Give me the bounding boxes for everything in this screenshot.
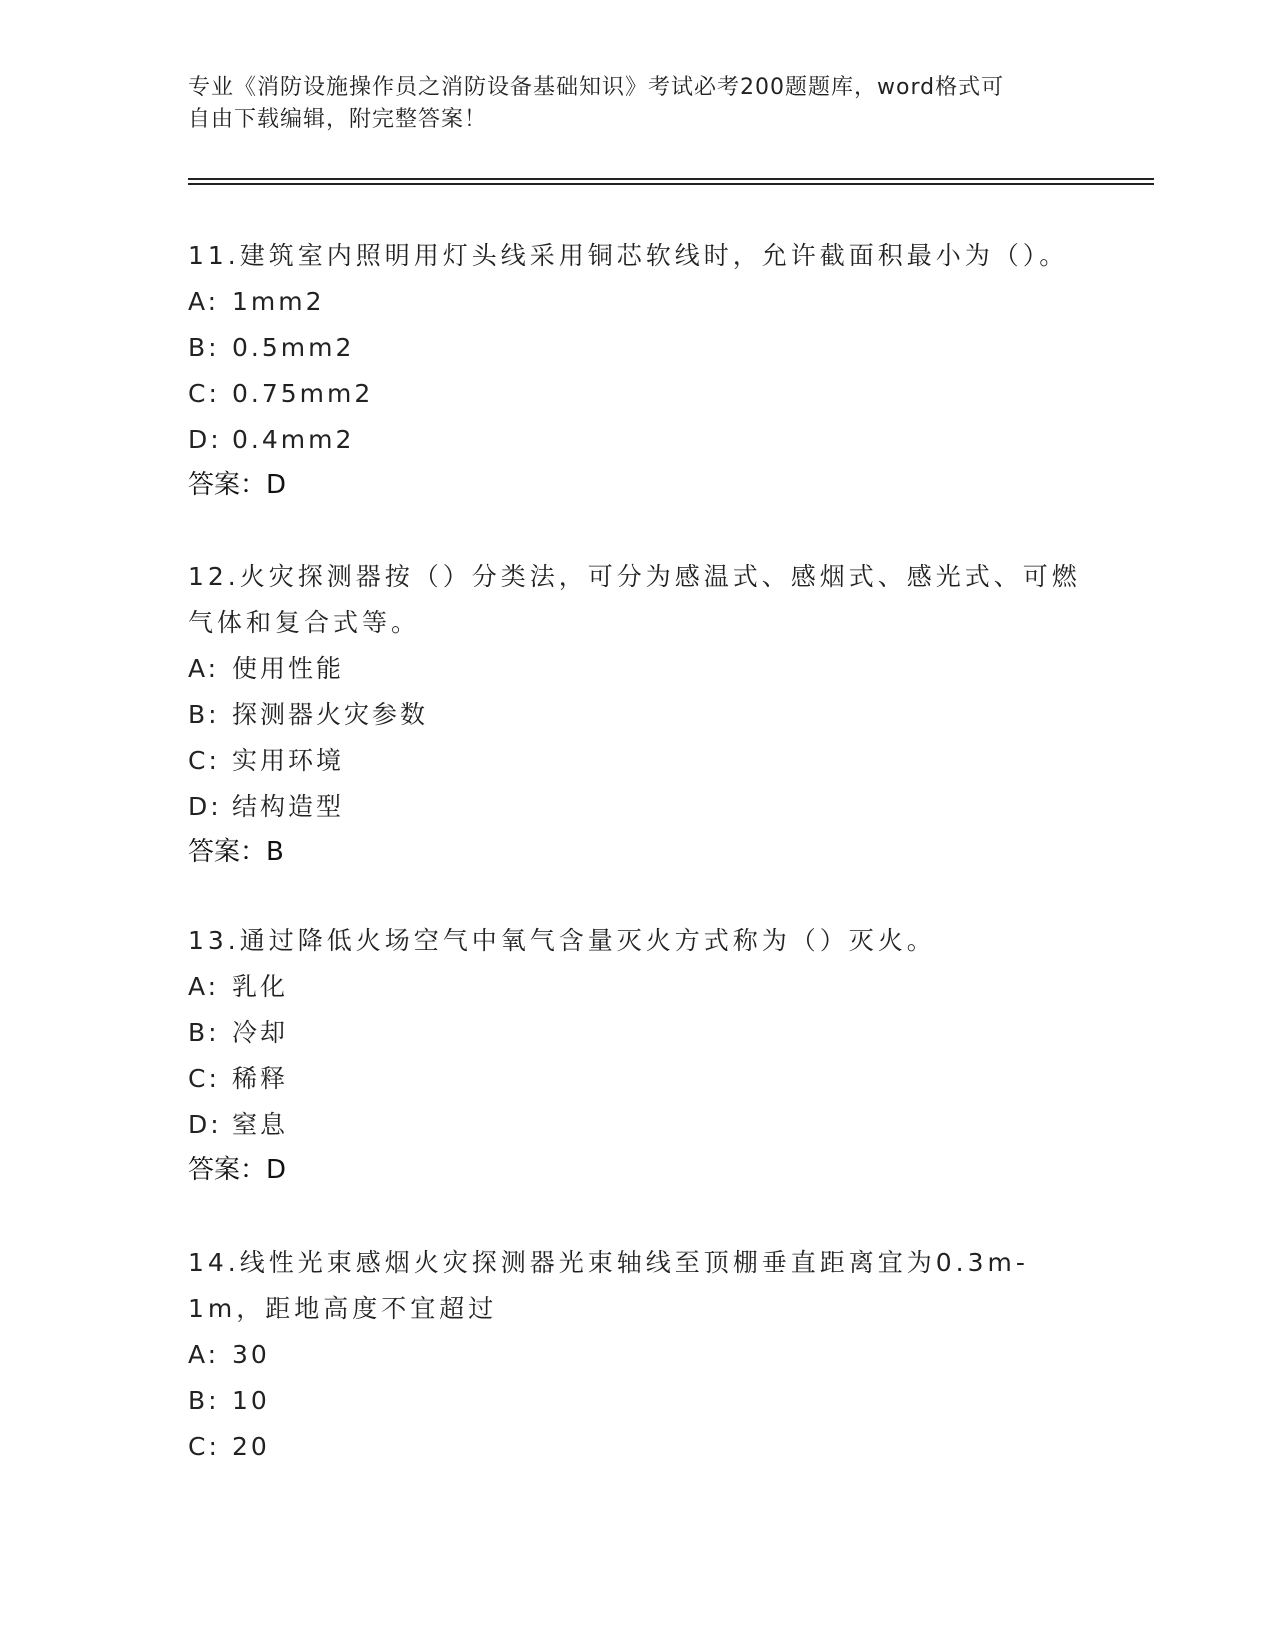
option-text: 结构造型 (232, 792, 345, 821)
option-a (188, 646, 1088, 692)
header-divider-bottom (188, 183, 1154, 185)
option-c (188, 1424, 1088, 1470)
option-d (188, 1102, 1088, 1148)
option-letter: A: (188, 654, 220, 683)
option-d (188, 417, 1088, 463)
header-line-2: 自由下载编辑，附完整答案！ (188, 107, 488, 132)
option-text: 冷却 (232, 1018, 289, 1047)
option-text: 10 (232, 1386, 270, 1415)
question-stem: 14.线性光束感烟火灾探测器光束轴线至顶棚垂直距离宜为0.3m-1m，距地高度不宜超过 (188, 1248, 1029, 1323)
option-text: 0.75mm2 (232, 379, 374, 408)
option-a (188, 279, 1088, 325)
option-text: 20 (232, 1432, 270, 1461)
option-letter: C: (188, 379, 220, 408)
option-letter: B: (188, 333, 220, 362)
option-b (188, 1378, 1088, 1424)
option-text: 0.4mm2 (232, 425, 355, 454)
question-stem: 13.通过降低火场空气中氧气含量灭火方式称为（）灭火。 (188, 926, 936, 955)
option-c (188, 1056, 1088, 1102)
option-d (188, 784, 1088, 830)
option-letter: C: (188, 1064, 220, 1093)
option-letter: C: (188, 746, 220, 775)
option-letter: A: (188, 972, 220, 1001)
option-text: 稀释 (232, 1064, 289, 1093)
header-divider-top (188, 178, 1154, 180)
option-c (188, 371, 1088, 417)
question-13 (188, 918, 1088, 1192)
option-letter: D: (188, 792, 222, 821)
question-stem: 11.建筑室内照明用灯头线采用铜芯软线时，允许截面积最小为（）。 (188, 241, 1069, 270)
question-11 (188, 233, 1088, 507)
option-text: 30 (232, 1340, 270, 1369)
option-b (188, 1010, 1088, 1056)
option-letter: C: (188, 1432, 220, 1461)
option-text: 使用性能 (232, 654, 345, 683)
question-12 (188, 554, 1088, 874)
option-a (188, 1332, 1088, 1378)
option-letter: B: (188, 1018, 220, 1047)
option-text: 乳化 (232, 972, 289, 1001)
option-b (188, 692, 1088, 738)
option-letter: B: (188, 700, 220, 729)
option-a (188, 964, 1088, 1010)
option-text: 0.5mm2 (232, 333, 355, 362)
option-letter: A: (188, 287, 220, 316)
answer-line: 答案：B (188, 837, 284, 867)
document-header (188, 72, 1068, 136)
option-text: 探测器火灾参数 (232, 700, 429, 729)
option-letter: D: (188, 1110, 222, 1139)
question-stem: 12.火灾探测器按（）分类法，可分为感温式、感烟式、感光式、可燃气体和复合式等。 (188, 562, 1081, 637)
option-c (188, 738, 1088, 784)
option-letter: A: (188, 1340, 220, 1369)
option-text: 窒息 (232, 1110, 289, 1139)
option-text: 1mm2 (232, 287, 325, 316)
answer-line: 答案：D (188, 1155, 287, 1185)
option-letter: B: (188, 1386, 220, 1415)
header-line-1: 专业《消防设施操作员之消防设备基础知识》考试必考200题题库，word格式可 (188, 75, 1005, 100)
option-b (188, 325, 1088, 371)
answer-line: 答案：D (188, 470, 287, 500)
question-14 (188, 1240, 1088, 1470)
option-letter: D: (188, 425, 222, 454)
option-text: 实用环境 (232, 746, 345, 775)
